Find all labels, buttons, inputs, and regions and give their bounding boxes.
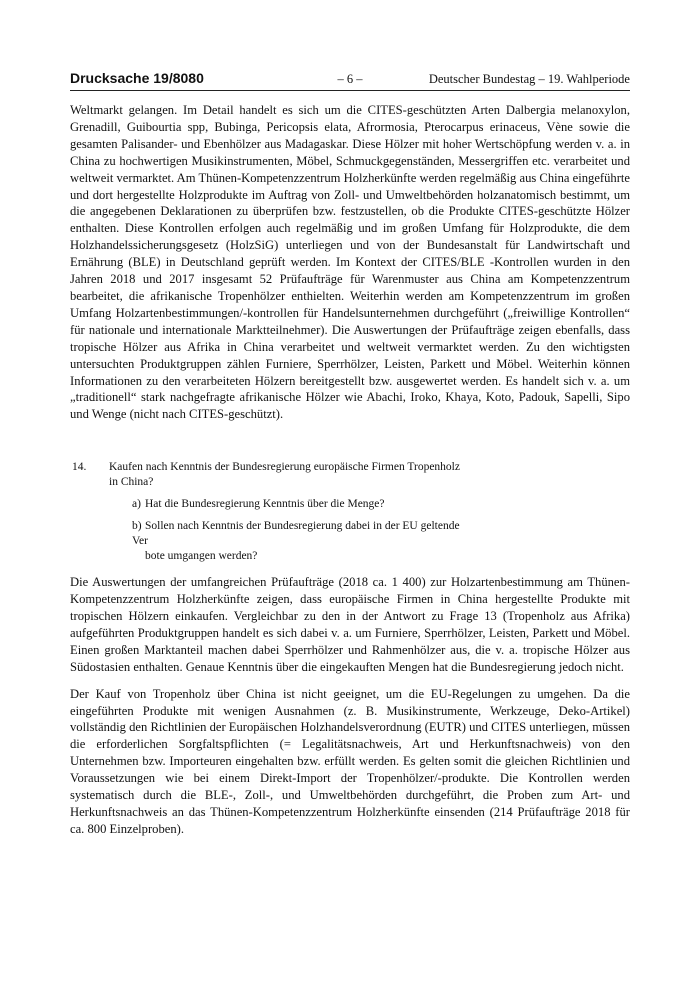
sub-b-text-line2: bote umgangen werden? — [145, 550, 258, 563]
answer-paragraph-2: Der Kauf von Tropenholz über China ist nicht geeignet, um die EU-Regelungen zu umgehen. Da die eingeführten Produkte mit wenigen Ausnahmen (z. B. Musikinstrumente, Werkzeuge, Deko-Artikel) vollständig den Richtlinien der Europäischen Holzhandelsverordnung (EUTR) und CITES unterliegen, müssen die erforderlichen Sorgfaltspflichten (= Legalitätsnachweis, Art und Herkunftsnachweis) von den Unternehmen bzw. Importeuren eingehalten bzw. erfüllt werden. Es gelten somit die gleichen Richtlinien und Voraussetzungen wie bei einem Direkt-Import der Tropenhölzer/-produkte. Die Kontrollen werden systematisch durch die BLE-, Zoll-, und Umweltbehörden durchgeführt, die Proben zum Art- und Herkunftsnachweis an das Thünen-Kompetenzzentrum Holzherkünfte einsenden (214 Prüfaufträge 2018 für ca. 800 Einzelproben). — [70, 686, 630, 836]
question-sub-a — [132, 497, 472, 512]
page-number: – 6 – — [337, 72, 363, 86]
question-sub-b — [132, 519, 472, 564]
question-14 — [70, 460, 630, 564]
question-text: Kaufen nach Kenntnis der Bundesregierung europäische Firmen Tropenholz in China? — [109, 461, 460, 489]
answer-paragraph-1: Die Auswertungen der umfangreichen Prüfaufträge (2018 ca. 1 400) zur Holzartenbestimmung am Thünen-Kompetenzzentrum Holzherkünfte zeigen, dass europäische Firmen in China hergestellte Produkte mit tropischen Hölzern einkaufen. Vergleichbar zu den in der Antwort zu Frage 13 (Tropenholz aus Afrika) aufgeführten Produktgruppen handelt es sich dabei v. a. um Furniere, Sperrhölzer, Leisten, Parkett und Möbel. Einen großen Marktanteil machen dabei Sperrhölzer und Rahmenhölzer aus, die v. a. tropische Hölzer aus Südostasien enthalten. Genaue Kenntnis über die eingekauften Mengen hat die Bundesregierung jedoch nicht. — [70, 575, 630, 674]
sub-a-label: a) — [132, 498, 141, 511]
question-main — [70, 460, 630, 490]
document-number-value: 8080 — [172, 70, 204, 86]
institution-label: Deutscher Bundestag – 19. Wahlperiode — [428, 72, 630, 86]
page-body — [70, 102, 630, 838]
intro-paragraph: Weltmarkt gelangen. Im Detail handelt es sich um die CITES-geschützten Arten Dalbergia melanoxylon, Grenadill, Guibourtia spp, Bubinga, Pericopsis elata, Afrormosia, Pterocarpus erinaceus, Vène sowie die gesamten Palisander- und Ebenhölzer aus Madagaskar. Diese Hölzer mit hoher Wertschöpfung werden v. a. in China zu hochwertigen Musikinstrumenten, Möbel, Schmuckgegenständen, Messergriffen etc. verarbeitet und weltweit vermarktet. Am Thünen-Kompetenzzentrum Holzherkünfte werden regelmäßig aus China eingeführte und dort hergestellte Holzprodukte im Auftrag von Zoll- und Umweltbehörden holzanatomisch bestimmt, um die angegebenen Deklarationen zu überprüfen bzw. festzustellen, ob die Produkte CITES-geschützte Hölzer enthalten. Diese Kontrollen erfolgen auch regelmäßig und im großen Umfang für Holzprodukte, die dem Holzhandelssicherungsgesetz (HolzSiG) unterliegen und von der Bundesanstalt für Landwirtschaft und Ernährung (BLE) in Deutschland geprüft werden. Im Kontext der CITES/BLE -Kontrollen wurden in den Jahren 2018 und 2017 insgesamt 52 Prüfaufträge für Warenmuster aus China am Kompetenzzentrum bearbeitet, die afrikanische Tropenhölzer enthielten. Weiterhin werden am Kompetenzzentrum im großen Umfang Holzartenbestimmungen/-kontrollen für Handelsunternehmen durchgeführt („freiwillige Kontrollen“ für nationale und internationale Marktteilnehmer). Die Auswertungen der Prüfaufträge zeigen ebenfalls, dass tropische Hölzer aus Afrika in China verarbeitet und weltweit vermarktet werden. Zu den wichtigsten untersuchten Produktgruppen zählen Furniere, Sperrhölzer, Leisten, Parkett und Möbel. Weiterhin können Informationen zu den verarbeiteten Hölzern bereitgestellt bzw. ausgewertet werden. Es handelt sich v. a. um „traditionell“ stark nachgefragte afrikanische Hölzer wie Abachi, Iroko, Khaya, Koto, Padouk, Sapelli, Sipo und Wenge (nicht nach CITES-geschützt). — [70, 103, 630, 422]
page-header — [70, 70, 630, 91]
sub-b-text-line1: Sollen nach Kenntnis der Bundesregierung dabei in der EU geltende Ver — [132, 520, 460, 548]
sub-a-text: Hat die Bundesregierung Kenntnis über die Menge? — [145, 498, 385, 511]
question-number: 14. — [72, 461, 87, 474]
document-prefix: Drucksache 19/ — [70, 70, 173, 86]
sub-b-label: b) — [132, 520, 142, 533]
